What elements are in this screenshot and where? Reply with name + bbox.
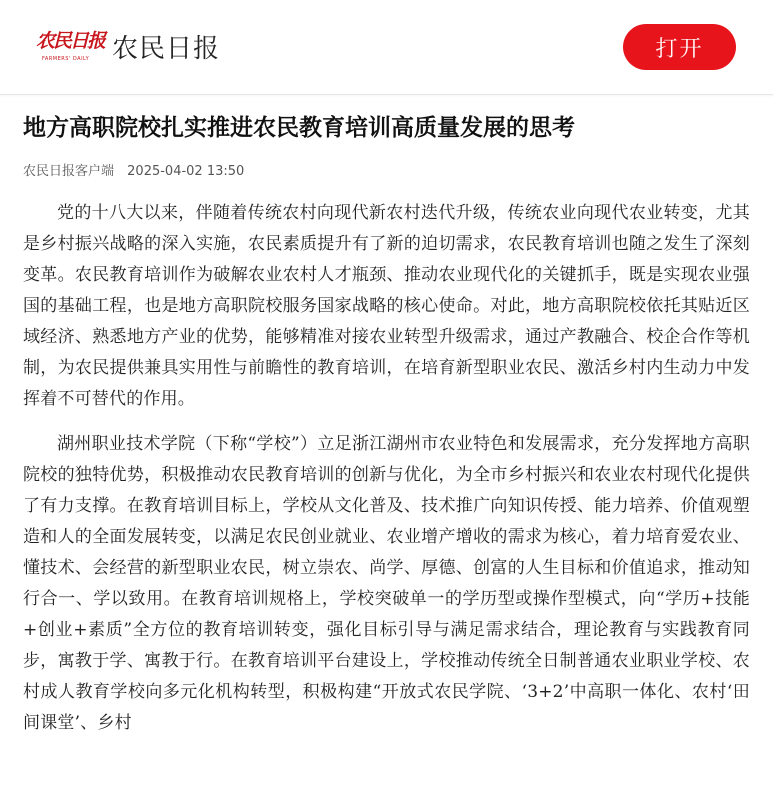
logo-calligraphy: 农民日报 <box>36 30 105 52</box>
article-title: 地方高职院校扎实推进农民教育培训高质量发展的思考 <box>23 115 575 141</box>
article-datetime: 2025-04-02 13:50 <box>127 164 245 179</box>
app-name: 农民日报 <box>112 34 221 64</box>
article-meta <box>23 160 750 178</box>
logo-subtext: FARMERS' DAILY <box>42 56 90 62</box>
app-banner <box>0 0 773 95</box>
article-paragraph: 党的十八大以来，伴随着传统农村向现代新农村迭代升级，传统农业向现代农业转变，尤其是乡村振兴战略的深入实施，农民素质提升有了新的迫切需求，农民教育培训也随之发生了深刻变革。农民教育培训作为破解农业农村人才瓶颈、推动农业现代化的关键抓手，既是实现农业强国的基础工程，也是地方高职院校服务国家战略的核心使命。对此，地方高职院校依托其贴近区域经济、熟悉地方产业的优势，能够精准对接农业转型升级需求，通过产教融合、校企合作等机制，为农民提供兼具实用性与前瞻性的教育培训，在培育新型职业农民、激活乡村内生动力中发挥着不可替代的作用。 <box>23 203 750 409</box>
article-paragraph: 湖州职业技术学院（下称“学校”）立足浙江湖州市农业特色和发展需求，充分发挥地方高职院校的独特优势，积极推动农民教育培训的创新与优化，为全市乡村振兴和农业农村现代化提供了有力支撑。在教育培训目标上，学校从文化普及、技术推广向知识传授、能力培养、价值观塑造和人的全面发展转变，以满足农民创业就业、农业增产增收的需求为核心，着力培育爱农业、懂技术、会经营的新型职业农民，树立崇农、尚学、厚德、创富的人生目标和价值追求，推动知行合一、学以致用。在教育培训规格上，学校突破单一的学历型或操作型模式，向“学历+技能+创业+素质”全方位的教育培训转变，强化目标引导与满足需求结合，理论教育与实践教育同步，寓教于学、寓教于行。在教育培训平台建设上，学校推动传统全日制普通农业职业学校、农村成人教育学校向多元化机构转型，积极构建“开放式农民学院、‘3+2’中高职一体化、农村‘田间课堂’、乡村 <box>23 434 750 733</box>
newspaper-logo <box>36 26 105 68</box>
open-app-button[interactable]: 打开 <box>623 24 736 70</box>
article <box>0 113 773 739</box>
article-source: 农民日报客户端 <box>23 164 115 179</box>
